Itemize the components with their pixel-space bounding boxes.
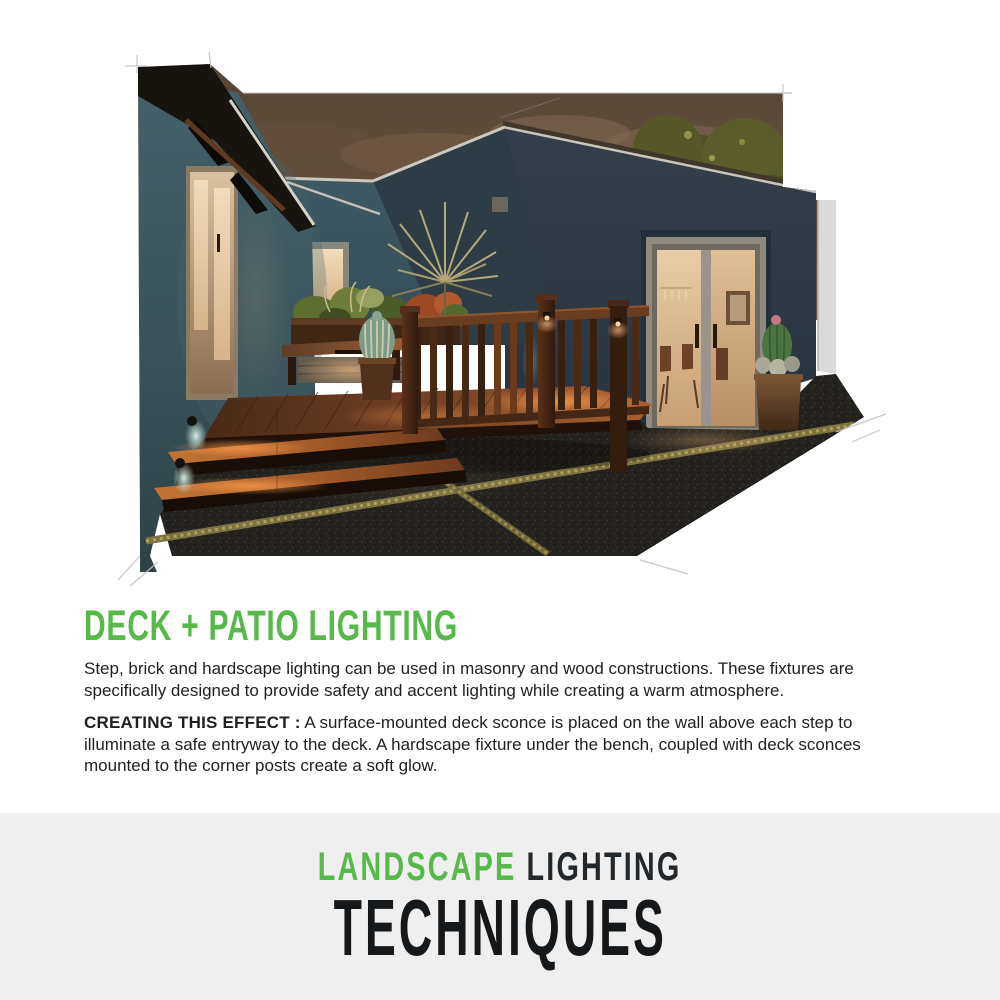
series-word-lighting: LIGHTING xyxy=(526,845,682,889)
intro-paragraph: Step, brick and hardscape lighting can be used in masonry and wood constructions. These fixtures are specifically designed to provide safety and accent lighting while creating a warm atmosphere. xyxy=(84,659,854,700)
series-title-line xyxy=(0,883,1000,972)
effect-text: A surface-mounted deck sconce is placed on the wall above each step to illuminate a safe entryway to the deck. A hardscape fixture under the bench, coupled with deck sconces mounted to the corner posts create a soft glow. xyxy=(84,713,861,775)
cactus-pot-left xyxy=(358,311,396,400)
article-section xyxy=(84,604,929,788)
effect-label: CREATING THIS EFFECT : xyxy=(84,713,301,732)
wall-end-panel xyxy=(818,200,836,374)
series-title: TECHNIQUES xyxy=(333,883,667,972)
series-footer xyxy=(0,813,1000,1000)
effect-paragraph xyxy=(84,712,929,777)
section-title: DECK + PATIO LIGHTING xyxy=(84,602,458,650)
french-doors xyxy=(641,230,771,434)
series-word-landscape: LANDSCAPE xyxy=(318,845,517,889)
framed-picture xyxy=(726,291,750,325)
